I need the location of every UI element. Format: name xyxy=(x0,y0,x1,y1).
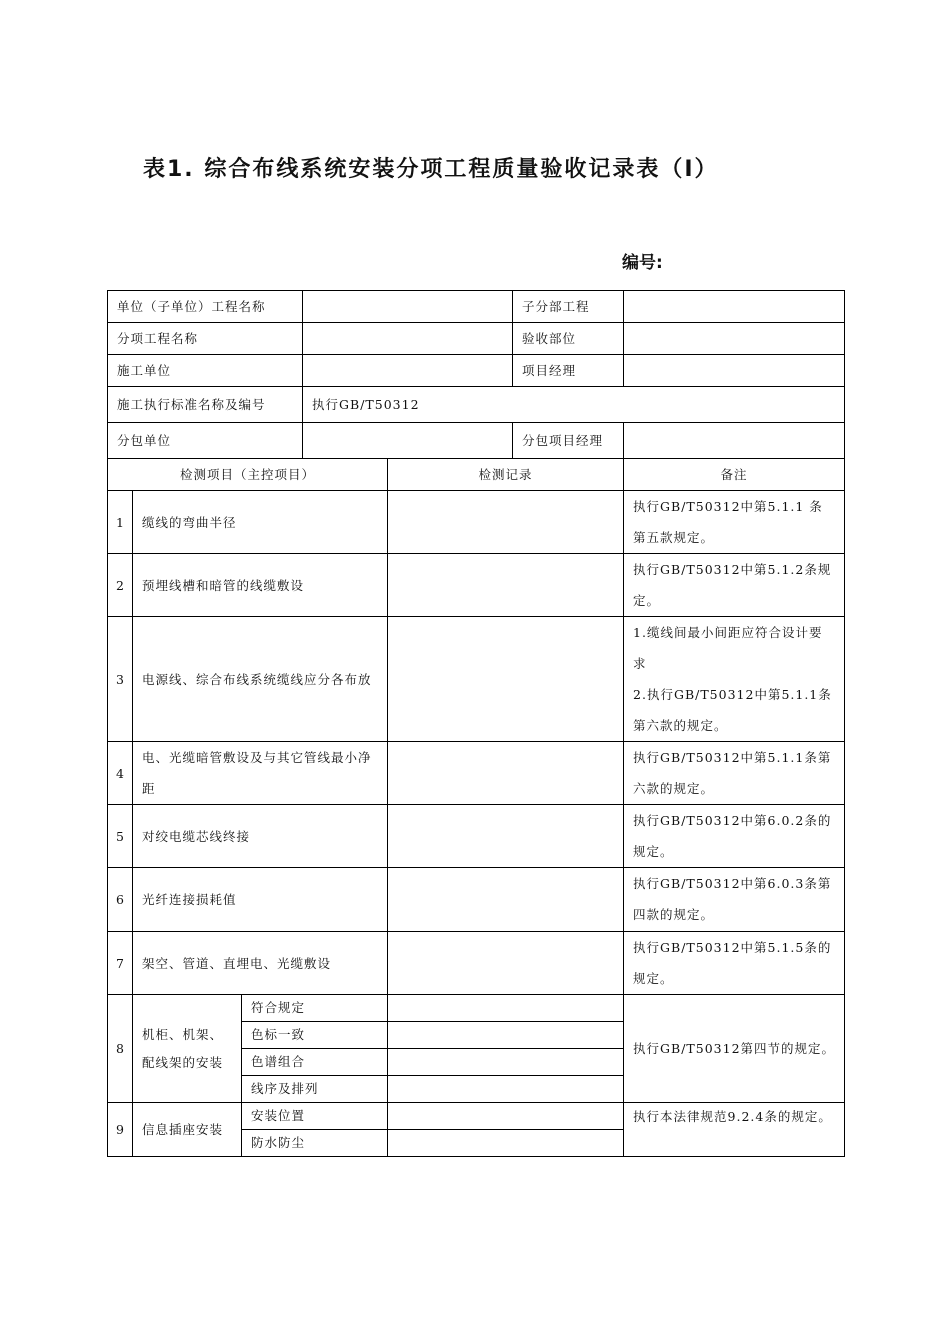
column-header-item: 检测项目（主控项目） xyxy=(108,459,388,491)
column-header-record: 检测记录 xyxy=(388,459,624,491)
contractor-value[interactable] xyxy=(303,355,513,387)
sub-pm-label: 分包项目经理 xyxy=(513,423,624,459)
serial-number-label: 编号: xyxy=(622,253,663,273)
row-number: 5 xyxy=(108,805,133,868)
table-row xyxy=(108,995,845,1022)
row-note: 执行GB/T50312中第5.1.1条第六款的规定。 xyxy=(624,742,845,805)
sub-item-value[interactable] xyxy=(303,323,513,355)
contractor-label: 施工单位 xyxy=(108,355,303,387)
row-item: 预埋线槽和暗管的线缆敷设 xyxy=(133,554,388,617)
subcontractor-value[interactable] xyxy=(303,423,513,459)
table-row xyxy=(108,1103,845,1130)
row-item: 对绞电缆芯线终接 xyxy=(133,805,388,868)
row-record[interactable] xyxy=(388,617,624,742)
row-note: 执行GB/T50312第四节的规定。 xyxy=(624,995,845,1103)
row-note: 执行本法律规范9.2.4条的规定。 xyxy=(624,1103,845,1157)
sub-item-record[interactable] xyxy=(388,1076,624,1103)
sub-item-record[interactable] xyxy=(388,1022,624,1049)
row-record[interactable] xyxy=(388,932,624,995)
row-item: 电源线、综合布线系统缆线应分各布放 xyxy=(133,617,388,742)
sub-item: 防水防尘 xyxy=(242,1130,388,1157)
sub-item-record[interactable] xyxy=(388,1049,624,1076)
accept-part-value[interactable] xyxy=(624,323,845,355)
row-item: 信息插座安装 xyxy=(133,1103,242,1157)
table-row xyxy=(108,554,845,617)
table-row xyxy=(108,617,845,742)
row-record[interactable] xyxy=(388,805,624,868)
document-title: 表1. 综合布线系统安装分项工程质量验收记录表（Ⅰ） xyxy=(143,157,719,182)
unit-project-label: 单位（子单位）工程名称 xyxy=(108,291,303,323)
row-number: 1 xyxy=(108,491,133,554)
row-note: 执行GB/T50312中第6.0.2条的规定。 xyxy=(624,805,845,868)
sub-item: 线序及排列 xyxy=(242,1076,388,1103)
row-number: 6 xyxy=(108,868,133,932)
row-number: 8 xyxy=(108,995,133,1103)
sub-item: 安装位置 xyxy=(242,1103,388,1130)
sub-item-record[interactable] xyxy=(388,1130,624,1157)
table-row xyxy=(108,491,845,554)
row-number: 4 xyxy=(108,742,133,805)
sub-item-record[interactable] xyxy=(388,995,624,1022)
row-note xyxy=(624,617,845,742)
table-row xyxy=(108,805,845,868)
sub-division-label: 子分部工程 xyxy=(513,291,624,323)
row-number: 3 xyxy=(108,617,133,742)
row-note: 执行GB/T50312中第5.1.1 条第五款规定。 xyxy=(624,491,845,554)
row-item: 缆线的弯曲半径 xyxy=(133,491,388,554)
sub-division-value[interactable] xyxy=(624,291,845,323)
standard-value[interactable]: 执行GB/T50312 xyxy=(303,387,845,423)
pm-label: 项目经理 xyxy=(513,355,624,387)
row-note: 执行GB/T50312中第5.1.2条规定。 xyxy=(624,554,845,617)
table-row xyxy=(108,868,845,932)
row-note: 执行GB/T50312中第6.0.3条第四款的规定。 xyxy=(624,868,845,932)
row-note-line-2: 2.执行GB/T50312中第5.1.1条第六款的规定。 xyxy=(633,687,832,733)
row-item: 架空、管道、直埋电、光缆敷设 xyxy=(133,932,388,995)
row-number: 7 xyxy=(108,932,133,995)
row-record[interactable] xyxy=(388,554,624,617)
acceptance-record-table xyxy=(107,290,845,1157)
table-row xyxy=(108,742,845,805)
row-number: 2 xyxy=(108,554,133,617)
subcontractor-label: 分包单位 xyxy=(108,423,303,459)
row-record[interactable] xyxy=(388,491,624,554)
row-number: 9 xyxy=(108,1103,133,1157)
row-record[interactable] xyxy=(388,742,624,805)
sub-item-record[interactable] xyxy=(388,1103,624,1130)
sub-item-label: 分项工程名称 xyxy=(108,323,303,355)
pm-value[interactable] xyxy=(624,355,845,387)
column-header-note: 备注 xyxy=(624,459,845,491)
info-row-sub-item xyxy=(108,323,845,355)
row-note-line-1: 1.缆线间最小间距应符合设计要求 xyxy=(633,625,823,671)
info-row-standard xyxy=(108,387,845,423)
standard-label: 施工执行标准名称及编号 xyxy=(108,387,303,423)
info-row-contractor xyxy=(108,355,845,387)
unit-project-value[interactable] xyxy=(303,291,513,323)
accept-part-label: 验收部位 xyxy=(513,323,624,355)
info-row-subcontractor xyxy=(108,423,845,459)
row-item: 电、光缆暗管敷设及与其它管线最小净距 xyxy=(133,742,388,805)
row-record[interactable] xyxy=(388,868,624,932)
row-item: 光纤连接损耗值 xyxy=(133,868,388,932)
info-row-unit-project xyxy=(108,291,845,323)
sub-pm-value[interactable] xyxy=(624,423,845,459)
sub-item: 符合规定 xyxy=(242,995,388,1022)
sub-item: 色标一致 xyxy=(242,1022,388,1049)
sub-item: 色谱组合 xyxy=(242,1049,388,1076)
row-note: 执行GB/T50312中第5.1.5条的规定。 xyxy=(624,932,845,995)
row-item: 机柜、机架、配线架的安装 xyxy=(133,995,242,1103)
column-header-row xyxy=(108,459,845,491)
table-row xyxy=(108,932,845,995)
